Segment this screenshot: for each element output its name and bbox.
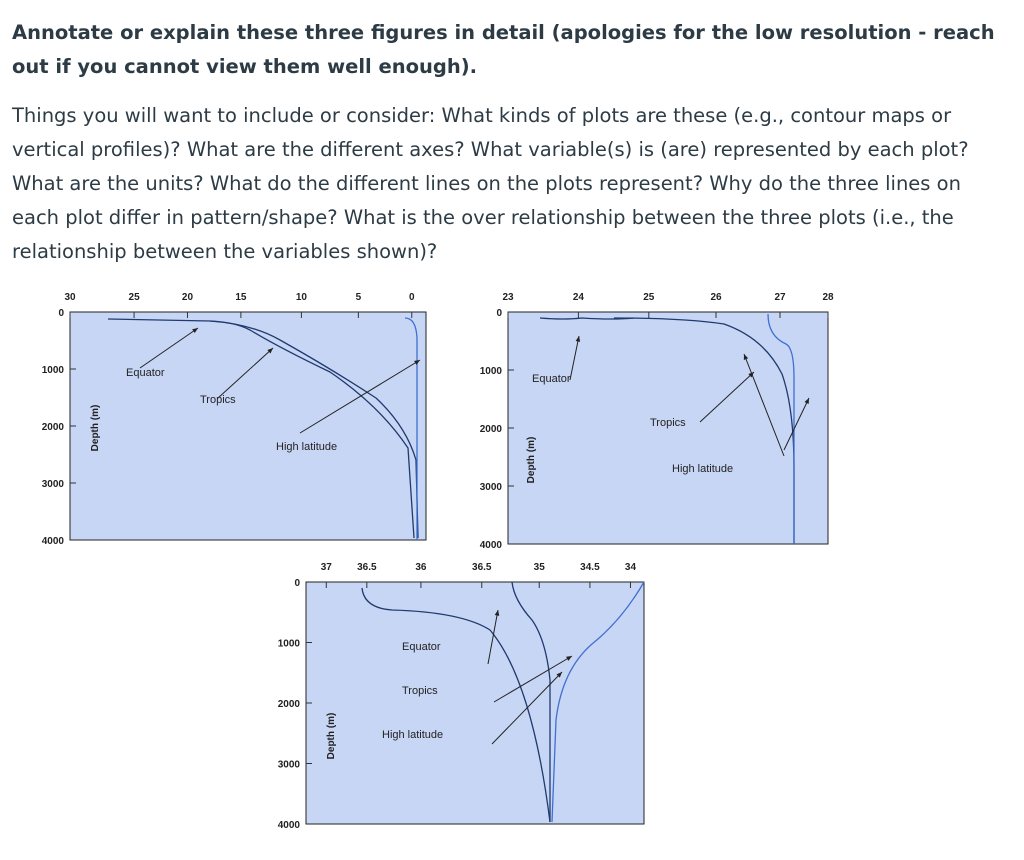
x-tick-label: 28	[822, 292, 834, 303]
x-tick-label: 34.5	[580, 562, 600, 573]
series-label: Tropics	[650, 417, 686, 429]
x-tick-label: 36.5	[357, 562, 377, 573]
chart-bottom-profile	[262, 560, 662, 830]
y-tick-label: 0	[58, 308, 64, 319]
y-tick-label: 1000	[41, 365, 64, 376]
series-label: Equator	[402, 641, 441, 653]
question-title: Annotate or explain these three figures in detail (apologies for the low resolution - reach out if you cannot view them well enough).	[12, 21, 995, 78]
x-tick-label: 37	[320, 562, 332, 573]
plot-area	[306, 582, 644, 824]
x-tick-label: 36.5	[472, 562, 492, 573]
y-tick-label: 3000	[277, 759, 300, 771]
x-tick-label: 25	[643, 292, 655, 303]
y-tick-label: 4000	[479, 540, 502, 551]
y-tick-label: 0	[496, 308, 502, 319]
x-tick-label: 27	[774, 292, 786, 303]
x-tick-label: 23	[502, 292, 514, 303]
y-tick-label: 0	[294, 578, 300, 589]
x-tick-label: 30	[64, 292, 76, 303]
x-tick-label: 24	[572, 292, 584, 303]
series-label: High latitude	[276, 441, 338, 453]
y-tick-label: 1000	[277, 638, 300, 650]
series-label: Tropics	[402, 685, 438, 697]
series-label: High latitude	[672, 463, 734, 475]
y-tick-label: 2000	[479, 424, 502, 435]
y-tick-label: 2000	[41, 422, 64, 433]
x-tick-label: 35	[533, 562, 545, 573]
x-tick-label: 36	[415, 562, 427, 573]
y-tick-label: 3000	[41, 479, 64, 490]
y-axis-label: Depth (m)	[326, 712, 337, 760]
y-axis-label: Depth (m)	[526, 436, 537, 484]
series-label: High latitude	[382, 729, 444, 741]
x-tick-label: 10	[295, 292, 307, 303]
chart-left-profile	[30, 288, 440, 548]
x-tick-label: 34	[624, 562, 637, 573]
plot-area	[70, 312, 426, 540]
y-tick-label: 4000	[277, 820, 300, 830]
y-tick-label: 3000	[479, 482, 502, 493]
x-tick-label: 5	[355, 292, 362, 303]
x-tick-label: 15	[235, 292, 247, 303]
x-tick-label: 26	[710, 292, 722, 303]
y-axis-label: Depth (m)	[90, 404, 101, 452]
y-tick-label: 2000	[277, 699, 300, 710]
series-label: Tropics	[200, 394, 236, 406]
x-tick-label: 25	[128, 292, 140, 303]
series-label: Equator	[126, 367, 165, 379]
question-body: Things you will want to include or consider: What kinds of plots are these (e.g., contour maps or vertical profiles)? What are the different axes? What variable(s) is (are) represented by each plot? What are the units? What do the different lines on the plots represent? Why do the three lines on each plot differ in pattern/shape? What is the over relationship between the three plots (i.e., the relationship between the variables shown)?	[12, 104, 969, 263]
x-tick-label: 0	[408, 292, 415, 303]
x-tick-label: 20	[181, 292, 194, 303]
chart-right-profile	[464, 288, 834, 552]
series-label: Equator	[532, 373, 571, 385]
y-tick-label: 1000	[479, 366, 502, 377]
y-tick-label: 4000	[41, 536, 64, 547]
